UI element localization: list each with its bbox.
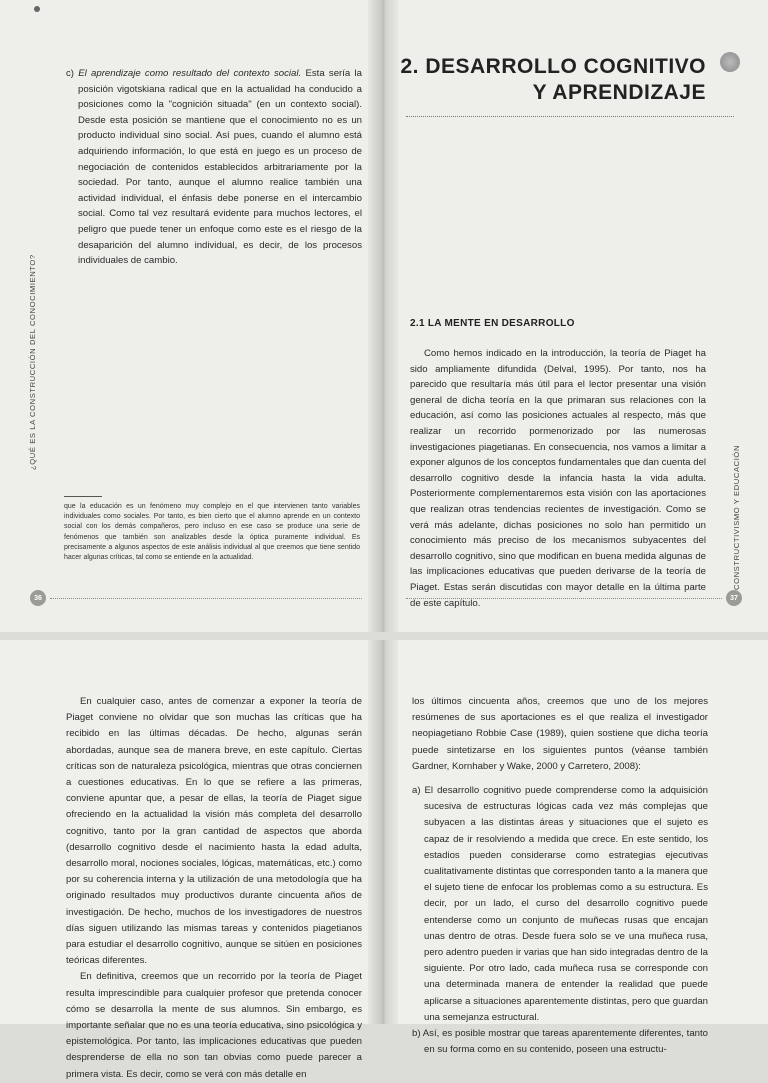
- running-head-right: CONSTRUCTIVISMO Y EDUCACIÓN: [732, 444, 741, 590]
- list-item-b: b) Así, es posible mostrar que tareas aparentemente diferentes, tanto en su forma como en su contenido, poseen una estructu-: [412, 1028, 708, 1056]
- top-gutter: [368, 0, 398, 632]
- footnote-rule: [64, 496, 102, 497]
- chapter-dot-icon: [720, 52, 740, 72]
- right-page-paragraph: [410, 346, 706, 611]
- left-page-item-c: [66, 66, 362, 269]
- title-rule: [406, 116, 734, 117]
- bottom-left-paragraph-1: En cualquier caso, antes de comenzar a exponer la teoría de Piaget conviene no olvidar que son muchas las críticas que ha recibido en las últimas décadas. De hecho, algunas serán abordadas, aunque sea de manera breve, en este capítulo. Ciertas críticas son de naturaleza psicológica, mientras que otras conciernen a cuestiones educativas. En lo que se refiere a las primeras, conviene apuntar que, a pesar de ellas, la teoría de Piaget sigue ofreciendo en la actualidad la visión más completa del desarrollo cognitivo, tanto por la gran cantidad de aspectos que aborda (desarrollo cognitivo desde el nacimiento hasta la edad adulta, desarrollo moral, nociones sociales, lógicas, matemáticas, etc.) como por su coherencia interna y la utilización de una metodología que ha originado resultados muy productivos durante cincuenta años de investigación. De hecho, muchos de los investigadores de nuestros días siguen utilizando las mismas tareas y contenidos piagetianos para estudiar el desarrollo cognitivo, aunque se sitúen en posiciones teóricas diferentes.: [66, 696, 362, 967]
- footer-rule-left: [50, 598, 362, 599]
- item-c-italic: El aprendizaje como resultado del contexto social.: [78, 68, 302, 79]
- page-number-36: 36: [30, 590, 46, 606]
- footnote: que la educación es un fenómeno muy complejo en el que intervienen tanto variables individuales como sociales. Por tanto, es bien cierto que el alumno aprende en un contexto social con los demás compañeros, pero incluso en ese caso se produce una serie de fenómenos que también son analizables desde la óptica puramente individual. Es precisamente a algunos aspectos de este análisis individual al que creemos que tiene sentido hacer algunas críticas, tal como se entiende en la actualidad.: [64, 503, 360, 562]
- footer-rule-right: [406, 598, 722, 599]
- bottom-left-text: [66, 694, 362, 1083]
- corner-marker: [34, 6, 40, 12]
- bottom-right-paragraph: los últimos cincuenta años, creemos que uno de los mejores resúmenes de sus aportaciones es el que realiza el investigador neopiagetiano Robbie Case (1989), quien sostiene que dicha teoría puede sintetizarse en los siguientes puntos (véanse también Gardner, Kornhaber y Wake, 2000 y Carretero, 2008):: [412, 696, 708, 772]
- page-number-37: 37: [726, 590, 742, 606]
- running-head-left: ¿QUÉ ES LA CONSTRUCCIÓN DEL CONOCIMIENTO?: [28, 254, 37, 470]
- bottom-left-paragraph-2: En definitiva, creemos que un recorrido por la teoría de Piaget resulta imprescindible para cualquier profesor que pretenda conocer cómo se desarrolla la mente de sus alumnos. Sin embargo, es importante señalar que no es una teoría educativa, sino psicológica y epistemológica. Por tanto, las implicaciones educativas que pueden desprenderse de ella no son tan obvias como puede parecer a primera vista. Es decir, como se verá con más detalle en: [66, 971, 362, 1080]
- chapter-title-line2: Y APRENDIZAJE: [532, 81, 706, 104]
- section-heading: 2.1 LA MENTE EN DESARROLLO: [410, 318, 575, 329]
- intro-paragraph: Como hemos indicado en la introducción, la teoría de Piaget ha sido ampliamente difundida (Delval, 1995). Por tanto, nos ha parecido que resultaría más útil para el lector presentar una visión general de dicha teoría en la que primaran sus relaciones con la educación, así como las posiciones actuales al respecto, más que realizar un recorrido pormenorizado por las numerosas investigaciones piagetianas. En consecuencia, nos vamos a limitar a exponer algunos de los conceptos fundamentales que dan cuenta del desarrollo cognitivo desde la infancia hasta la vida adulta. Posteriormente complementaremos esta visión con las aportaciones que realizan otras tendencias recientes de investigación. Como se verá más adelante, dichas posiciones no solo han permitido un conocimiento más preciso de los mecanismos subyacentes del desarrollo cognitivo, sino que modifican en buena medida algunas de las implicaciones educativas que pueden derivarse de la teoría de Piaget. Estas serán discutidas con mayor detalle en la última parte de este capítulo.: [410, 348, 706, 609]
- list-item-a: a) El desarrollo cognitivo puede comprenderse como la adquisición sucesiva de estructuras lógicas cada vez más complejas que subyacen a las distintas áreas y situaciones que el sujeto es capaz de ir resolviendo a medida que crece. En este sentido, los estadios pueden considerarse como estrategias ejecutivas cualitativamente distintas que corresponden tanto a la manera que el sujeto tiene de enfocar los problemas como a su estructura. Es decir, por un lado, el curso del desarrollo cognitivo puede entenderse como un conjunto de muñecas rusas que encajan unas dentro de otras. Desde fuera solo se ve una muñeca rusa, pero adentro pueden ir varias que han sido integradas dentro de la siguiente. Por otro lado, cada muñeca rusa se corresponde con una determinada manera de entender la realidad que puede aplicarse a situaciones aparentemente distintas, pero que guardan una semejanza estructural.: [412, 785, 708, 1023]
- chapter-title-line1: 2. DESARROLLO COGNITIVO: [400, 55, 706, 78]
- bottom-right-text: [412, 694, 708, 1058]
- chapter-title: [400, 54, 706, 106]
- item-c-text: Esta sería la posición vigotskiana radical que en la actualidad ha conducido a posiciones como la "cognición situada" (en un contexto social). Desde esta posición se mantiene que el conocimiento no es un producto individual sino social. Así pues, cuando el alumno está adquiriendo información, lo que está en juego es un proceso de negociación de contenidos establecidos arbitrariamente por la sociedad. Por tanto, aunque el alumno realice también una actividad individual, el énfasis debe ponerse en el intercambio social. Como tal vez resultará evidente para muchos lectores, el peligro que puede tener un enfoque como este es el riesgo de la desaparición del alumno individual, es decir, de los procesos individuales de cambio.: [78, 68, 362, 267]
- bottom-gutter: [368, 640, 398, 1024]
- item-c-prefix: c): [66, 68, 79, 79]
